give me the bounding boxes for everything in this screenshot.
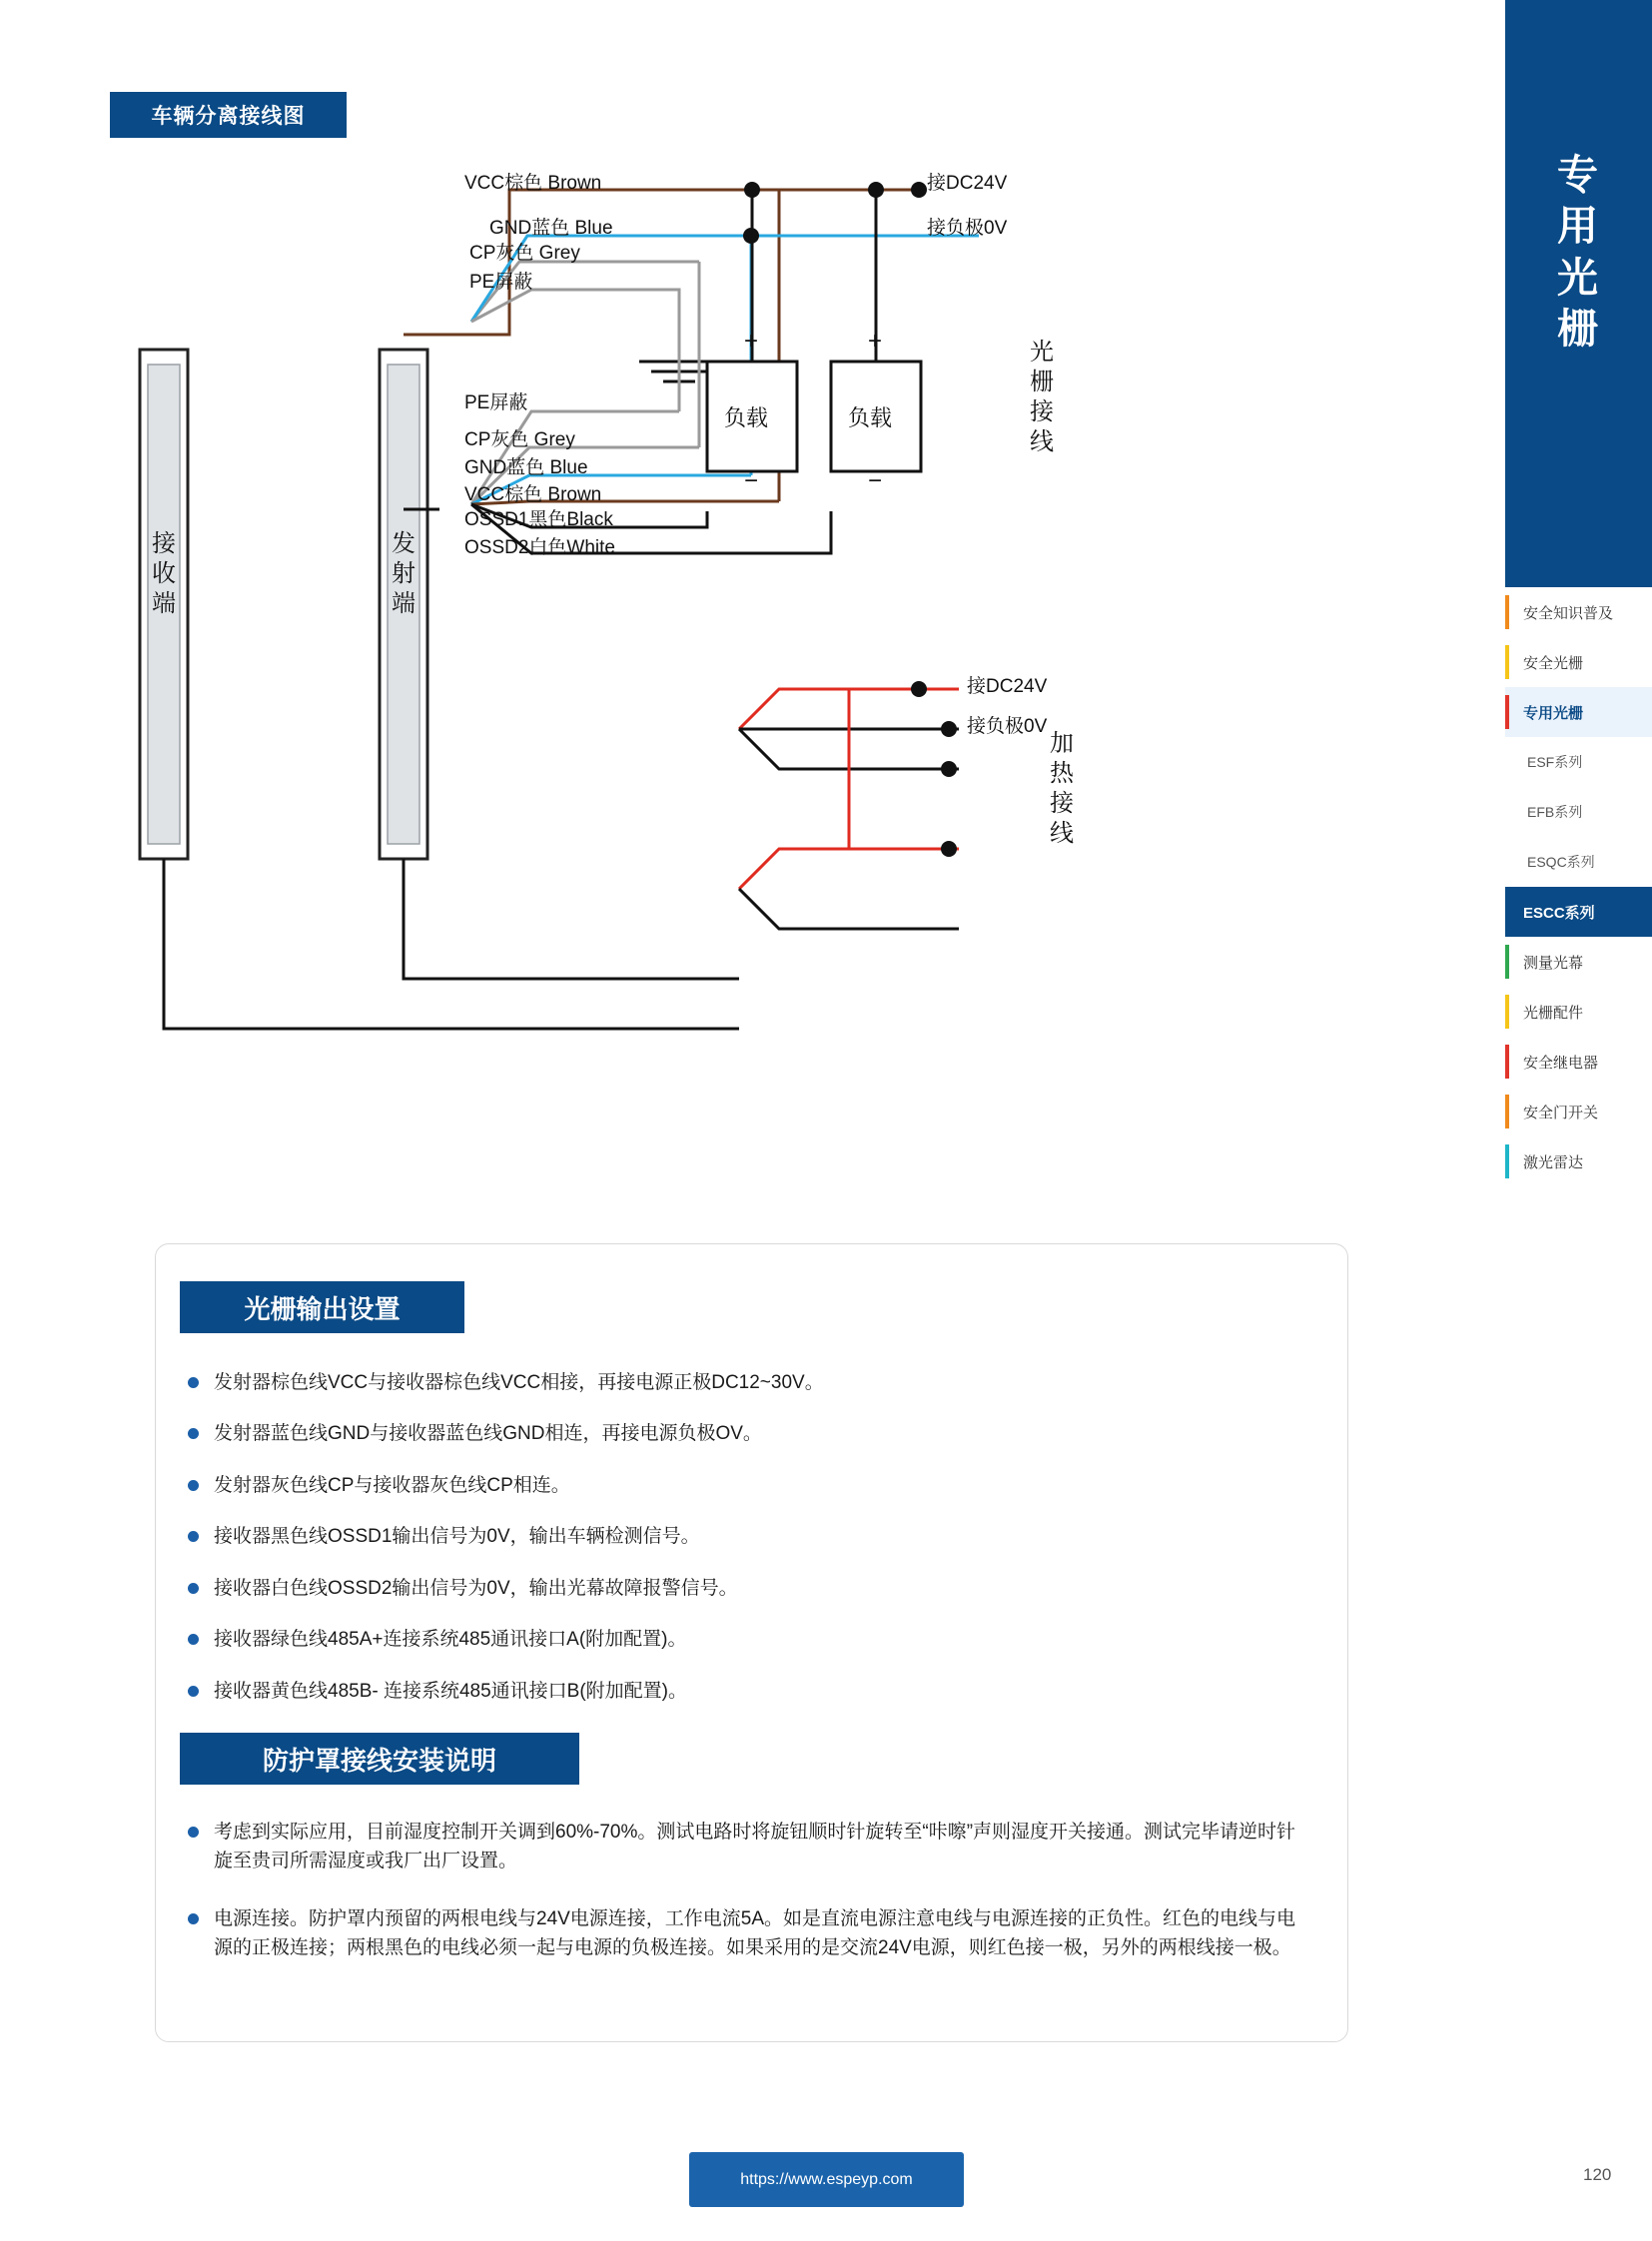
list-item: 发射器棕色线VCC与接收器棕色线VCC相接，再接电源正极DC12~30V。 bbox=[180, 1368, 1298, 1397]
grid-wiring-label bbox=[1019, 338, 1065, 457]
vertical-title-char-2: 用 bbox=[1557, 203, 1600, 250]
output-settings-title: 光栅输出设置 bbox=[180, 1281, 464, 1333]
wire-label-gnd-top: GND蓝色 Blue bbox=[489, 218, 613, 239]
wire-label-cp-top: CP灰色 Grey bbox=[469, 243, 580, 264]
sidebar-nav bbox=[1505, 587, 1652, 1186]
polarity-minus-1: − bbox=[744, 467, 759, 494]
wire-label-ossd2: OSSD2白色White bbox=[464, 537, 615, 558]
sidebar-item-safety-door-switch[interactable] bbox=[1505, 1087, 1652, 1136]
list-item: 发射器灰色线CP与接收器灰色线CP相连。 bbox=[180, 1471, 1298, 1500]
vertical-title-char-1: 专 bbox=[1557, 152, 1600, 198]
sidebar-item-grating-accessories[interactable] bbox=[1505, 987, 1652, 1037]
footer-url: https://www.espeyp.com bbox=[740, 2170, 913, 2188]
list-item: 发射器蓝色线GND与接收器蓝色线GND相连，再接电源负极OV。 bbox=[180, 1419, 1298, 1448]
accent-bar bbox=[1505, 595, 1509, 629]
wire-label-cp-bottom: CP灰色 Grey bbox=[464, 429, 575, 450]
label-dc24v-heat: 接DC24V bbox=[967, 676, 1048, 697]
accent-bar bbox=[1505, 995, 1509, 1029]
sidebar-item-label: 专用光栅 bbox=[1523, 704, 1584, 722]
sidebar-item-label: 光栅配件 bbox=[1523, 1004, 1584, 1022]
accent-bar bbox=[1505, 1095, 1509, 1128]
accent-bar bbox=[1505, 895, 1509, 929]
sidebar-item-label: 测量光幕 bbox=[1523, 954, 1584, 972]
sidebar-item-label: ESQC系列 bbox=[1527, 854, 1595, 870]
heater-wiring-char-2: 热 bbox=[1050, 760, 1074, 787]
sidebar-vertical-title bbox=[1505, 150, 1652, 355]
polarity-plus-1: + bbox=[744, 328, 759, 355]
vertical-title-char-3: 光 bbox=[1557, 254, 1600, 301]
page-number: 120 bbox=[1583, 2165, 1612, 2184]
wiring-diagram-svg bbox=[80, 150, 1328, 1258]
sidebar-item-label: ESF系列 bbox=[1527, 754, 1583, 770]
cover-settings-title: 防护罩接线安装说明 bbox=[180, 1733, 579, 1785]
receiver-label-char-1: 接 bbox=[152, 530, 176, 557]
heater-wiring-char-4: 线 bbox=[1050, 820, 1074, 847]
cover-settings-list bbox=[180, 1818, 1298, 1991]
sidebar-item-efb-series[interactable] bbox=[1505, 787, 1652, 837]
list-item: 接收器黄色线485B- 连接系统485通讯接口B(附加配置)。 bbox=[180, 1677, 1298, 1706]
accent-bar bbox=[1505, 795, 1509, 829]
label-neg0v-top: 接负极0V bbox=[927, 218, 1008, 239]
list-item: 接收器绿色线485A+连接系统485通讯接口A(附加配置)。 bbox=[180, 1625, 1298, 1654]
list-item: 考虑到实际应用，目前湿度控制开关调到60%-70%。测试电路时将旋钮顺时针旋转至“咔嚓”声则湿度开关接通。测试完毕请逆时针旋至贵司所需湿度或我厂出厂设置。 bbox=[180, 1818, 1298, 1876]
emitter-label-char-2: 射 bbox=[392, 560, 415, 587]
accent-bar bbox=[1505, 745, 1509, 779]
wire-label-pe-bottom: PE屏蔽 bbox=[464, 392, 528, 413]
grid-wiring-char-4: 线 bbox=[1030, 428, 1054, 455]
wire-label-vcc-top: VCC棕色 Brown bbox=[464, 173, 602, 194]
label-dc24v-top: 接DC24V bbox=[927, 173, 1008, 194]
sidebar-item-safety-knowledge[interactable] bbox=[1505, 587, 1652, 637]
wire-label-vcc-bottom: VCC棕色 Brown bbox=[464, 484, 602, 505]
section-title-chip: 车辆分离接线图 bbox=[110, 92, 347, 138]
sidebar-item-label: 安全知识普及 bbox=[1523, 604, 1614, 622]
output-settings-list bbox=[180, 1368, 1298, 1728]
sidebar-item-label: 激光雷达 bbox=[1523, 1153, 1584, 1171]
sidebar-item-safety-relay[interactable] bbox=[1505, 1037, 1652, 1087]
wire-label-ossd1: OSSD1黑色Black bbox=[464, 509, 613, 530]
sidebar-item-label: EFB系列 bbox=[1527, 804, 1583, 820]
emitter-label-char-1: 发 bbox=[392, 530, 415, 557]
heater-wiring-label bbox=[1039, 729, 1085, 849]
wire-label-pe-top: PE屏蔽 bbox=[469, 272, 533, 293]
sidebar-item-escc-series[interactable] bbox=[1505, 887, 1652, 937]
grid-wiring-char-3: 接 bbox=[1030, 398, 1054, 425]
sidebar-item-measuring-curtain[interactable] bbox=[1505, 937, 1652, 987]
emitter-label-char-3: 端 bbox=[392, 590, 415, 617]
sidebar-item-label: 安全光栅 bbox=[1523, 654, 1584, 672]
sidebar-item-label: 安全继电器 bbox=[1523, 1054, 1599, 1072]
polarity-minus-2: − bbox=[868, 467, 883, 494]
sidebar-header bbox=[1505, 0, 1652, 619]
accent-bar bbox=[1505, 1045, 1509, 1079]
sidebar-item-label: 安全门开关 bbox=[1523, 1104, 1599, 1121]
wire-label-gnd-bottom: GND蓝色 Blue bbox=[464, 457, 588, 478]
grid-wiring-char-2: 栅 bbox=[1030, 369, 1054, 395]
accent-bar bbox=[1505, 945, 1509, 979]
list-item: 电源连接。防护罩内预留的两根电线与24V电源连接，工作电流5A。如是直流电源注意电线与电源连接的正负性。红色的电线与电源的正极连接；两根黑色的电线必须一起与电源的负极连接。如果采用的是交流24V电源，则红色接一极，另外的两根线接一极。 bbox=[180, 1904, 1298, 1963]
emitter-label bbox=[378, 529, 429, 619]
receiver-label bbox=[138, 529, 190, 619]
heater-wiring-char-1: 加 bbox=[1050, 730, 1074, 757]
receiver-label-char-2: 收 bbox=[152, 560, 176, 587]
grid-wiring-char-1: 光 bbox=[1030, 339, 1054, 366]
sidebar-item-safety-grating[interactable] bbox=[1505, 637, 1652, 687]
sidebar-item-esf-series[interactable] bbox=[1505, 737, 1652, 787]
sidebar-item-esqc-series[interactable] bbox=[1505, 837, 1652, 887]
load-label-2: 负载 bbox=[848, 405, 893, 430]
footer-url-bar[interactable] bbox=[689, 2152, 964, 2207]
accent-bar bbox=[1505, 645, 1509, 679]
sidebar-item-laser-radar[interactable] bbox=[1505, 1136, 1652, 1186]
accent-bar bbox=[1505, 845, 1509, 879]
sidebar bbox=[1505, 0, 1652, 2241]
heater-wiring-char-3: 接 bbox=[1050, 790, 1074, 817]
polarity-plus-2: + bbox=[868, 328, 883, 355]
list-item: 接收器白色线OSSD2输出信号为0V，输出光幕故障报警信号。 bbox=[180, 1574, 1298, 1603]
accent-bar bbox=[1505, 695, 1509, 729]
receiver-label-char-3: 端 bbox=[152, 590, 176, 617]
sidebar-item-label: ESCC系列 bbox=[1523, 904, 1595, 922]
wiring-diagram bbox=[80, 150, 1328, 1258]
label-neg0v-heat: 接负极0V bbox=[967, 716, 1048, 737]
sidebar-item-special-grating[interactable] bbox=[1505, 687, 1652, 737]
vertical-title-char-4: 栅 bbox=[1557, 305, 1600, 352]
load-label-1: 负载 bbox=[724, 405, 769, 430]
list-item: 接收器黑色线OSSD1输出信号为0V，输出车辆检测信号。 bbox=[180, 1522, 1298, 1551]
accent-bar bbox=[1505, 1144, 1509, 1178]
